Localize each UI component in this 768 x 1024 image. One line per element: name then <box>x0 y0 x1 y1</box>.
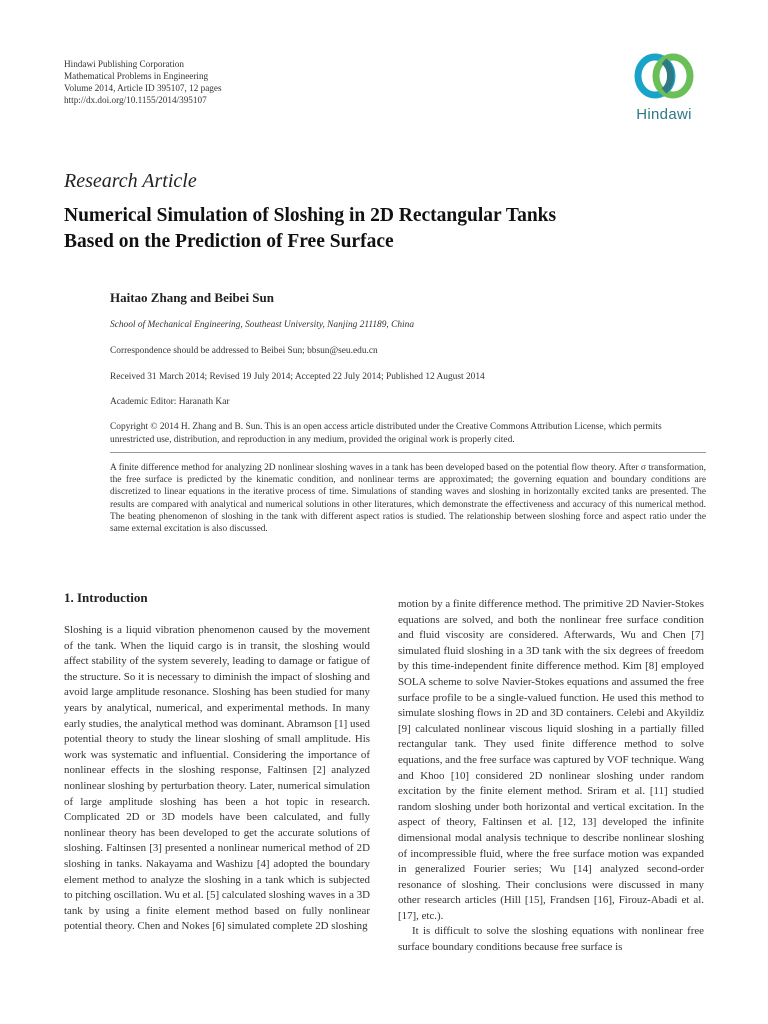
title-line-2: Based on the Prediction of Free Surface <box>64 231 394 252</box>
hindawi-logo <box>628 46 700 132</box>
volume-info: Volume 2014, Article ID 395107, 12 pages <box>64 83 222 93</box>
authors: Haitao Zhang and Beibei Sun <box>110 290 274 305</box>
publisher: Hindawi Publishing Corporation <box>64 59 184 69</box>
paragraph: Sloshing is a liquid vibration phenomenon caused by the movement of the tank. When the liquid cargo is in transit, the sloshing would affect stability of the system severely, leading to damage or fatigue of the structure. So it is necessary to diminish the impact of sloshing and avoid large amplitude resonance. Sloshing has been studied for many years by analytical, numerical, and experimental methods. In many early studies, the analytical method was dominant. Abramson [1] used potential theory to study the linear sloshing of small amplitude. His work was systematic and influential. Considering the importance of nonlinear effects in the sloshing response, Faltinsen [2] analyzed nonlinear sloshing by perturbation theory. Later, numerical simulation of large amplitude sloshing has been a hot topic in research. Complicated 2D or 3D models have been calculated, and fully nonlinear theory has been developed to get the accurate solutions of sloshing. Faltinsen [3] presented a nonlinear numerical method of 2D sloshing in tanks. Nakayama and Washizu [4] adopted the boundary element method to analyze the sloshing in a tank which is subjected to pitching oscillation. Wu et al. [5] calculated sloshing waves in a 3D tank by using a finite element method based on fully nonlinear potential theory. Chen and Nokes [6] simulated complete 2D sloshing <box>64 624 370 933</box>
paragraph: It is difficult to solve the sloshing equations with nonlinear free surface boundary conditions because free surface is <box>398 925 704 954</box>
divider <box>110 452 706 453</box>
header-info <box>64 58 364 106</box>
copyright-notice: Copyright © 2014 H. Zhang and B. Sun. This is an open access article distributed under the Creative Commons Attribution License, which permits unrestricted use, distribution, and reproduction in any medium, provided the original work is properly cited. <box>110 422 662 445</box>
title-line-1: Numerical Simulation of Sloshing in 2D Rectangular Tanks <box>64 205 557 226</box>
right-column <box>398 597 704 956</box>
publication-dates: Received 31 March 2014; Revised 19 July 2014; Accepted 22 July 2014; Published 12 August 2014 <box>110 372 485 382</box>
paper-title <box>64 203 704 255</box>
doi-link[interactable]: http://dx.doi.org/10.1155/2014/395107 <box>64 95 207 105</box>
hindawi-logo-icon <box>628 46 700 106</box>
section-heading: 1. Introduction <box>64 590 148 605</box>
academic-editor: Academic Editor: Haranath Kar <box>110 397 230 407</box>
left-column <box>64 623 370 935</box>
article-type: Research Article <box>64 170 197 192</box>
paragraph: motion by a finite difference method. The primitive 2D Navier-Stokes equations are solved, and both the nonlinear free surface condition and fluid viscosity are considered. Afterwards, Wu and Chen [7] simulated fluid sloshing in a 3D tank with the six degrees of freedom by this time-independent finite difference method. Kim [8] employed SOLA scheme to solve Navier-Stokes equations and assumed the free surface profile to be a single-valued function. He used this method to simulate sloshing flows in 2D and 3D containers. Celebi and Akyildiz [9] calculated nonlinear viscous liquid sloshing in a partially filled rectangular tank. They used finite difference method to solve equations, and the free surface was captured by VOF technique. Wang and Khoo [10] considered 2D nonlinear sloshing under random excitation by the finite element method. Sriram et al. [11] studied random sloshing under both horizontal and vertical excitation. In the aspect of theory, Faltinsen et al. [12, 13] developed the infinite dimensional modal analysis technique to describe nonlinear sloshing of incompressible fluid, where the free surface motion was expanded in generalized Fourier series; Wu [14] analyzed second-order resonance of sloshing. Their conclusions were discussed in many other research articles (Hill [15], Frandsen [16], Firouz-Abadi et al. [17], etc.). <box>398 598 704 922</box>
correspondence: Correspondence should be addressed to Beibei Sun; bbsun@seu.edu.cn <box>110 346 378 356</box>
logo-text: Hindawi <box>636 106 692 123</box>
journal-name: Mathematical Problems in Engineering <box>64 71 209 81</box>
affiliation: School of Mechanical Engineering, Southeast University, Nanjing 211189, China <box>110 320 415 330</box>
abstract: A finite difference method for analyzing 2D nonlinear sloshing waves in a tank has been developed based on the potential flow theory. After σ transformation, the free surface is predicted by the kinematic condition, and nonlinear terms are approximated; the governing equation and boundary conditions are discretized to linear equations in the iterative process of time. Simulations of standing waves and sloshing in horizontally excited tanks are presented. The results are compared with analytical and numerical solutions in other literatures, which demonstrate the effectiveness and accuracy of this numerical method. The beating phenomenon of sloshing in the tank with different aspect ratios is studied. The relationship between sloshing force and aspect ratio under the same external excitation is also discussed. <box>110 463 706 535</box>
